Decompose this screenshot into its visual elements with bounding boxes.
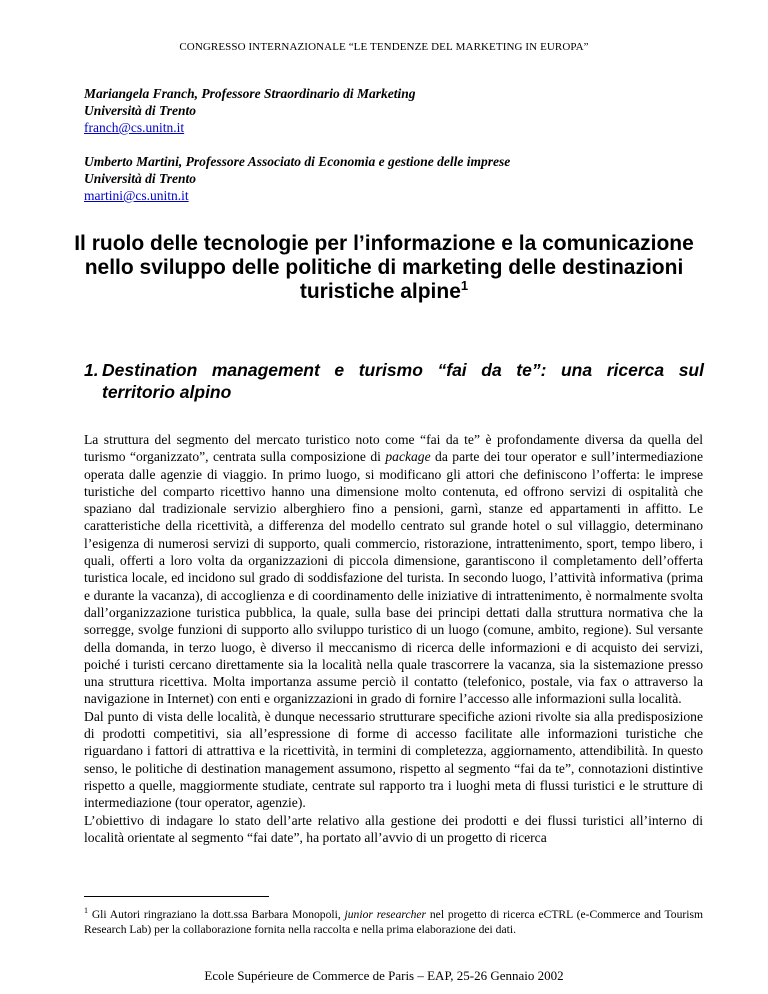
author-affiliation: Università di Trento	[84, 171, 197, 186]
footnote-reference[interactable]: 1	[460, 278, 469, 293]
header-word: CONGRESSO	[179, 41, 246, 53]
author-email-link[interactable]: franch@cs.unitn.it	[84, 120, 185, 135]
header-word: MARKETING IN	[455, 41, 538, 53]
body-text	[84, 431, 703, 846]
author-block	[84, 153, 704, 204]
paper-title	[64, 232, 704, 304]
author-block	[84, 85, 704, 136]
section-heading	[84, 359, 704, 403]
paragraph: L’obiettivo di indagare lo stato dell’arte relativo alla gestione dei prodotti e dei flussi turistici all’interno di località orientate al segmento “fai date”, ha portato all’avvio di un progetto di ricerca	[84, 812, 703, 845]
title-line: turistiche alpine$^1$	[299, 278, 469, 303]
header-word: “LE	[348, 41, 368, 53]
header-word: TENDENZE DEL	[370, 41, 453, 53]
author-email-link[interactable]: martini@cs.unitn.it	[84, 188, 189, 203]
title-line: Il ruolo delle tecnologie per l’informazione e la comunicazione	[74, 232, 694, 255]
paragraph: La struttura del segmento del mercato turistico noto come “fai da te” è profondamente diversa da quella del turismo “organizzato”, centrata sulla composizione di package da parte dei tour operator e sull’intermediazione operata dalle agenzie di viaggio. In primo luogo, si modificano gli attori che definiscono l’offerta: le imprese turistiche del comparto ricettivo hanno una dimensione molto contenuta, ed offrono servizi di ospitalità che spaziano dal tradizionale servizio alberghiero fino a pensioni, garnì, stanze ed appartamenti in affitto. Le caratteristiche della ricettività, a differenza del modello centrato sul grande hotel o sul villaggio, determinano l’esigenza di numerosi servizi di supporto, quali commercio, ristorazione, intrattenimento, sport, tempo libero, i quali, offerti a loro volta da organizzazioni di piccola dimensione, garantiscono il completamento dell’offerta turistica locale, ed incidono sul grado di soddisfazione del turista. In secondo luogo, l’attività informativa (prima e durante la vacanza), di accoglienza e di coordinamento delle iniziative di intrattenimento, è normalmente svolta dall’organizzazione turistica pubblica, la quale, sulla base dei principi dettati dalla struttura normativa che la sorregge, svolge funzioni di supporto allo sviluppo turistico di un luogo (comune, ambito, regione). Sul versante della domanda, in terzo luogo, è diverso il meccanismo di ricerca delle informazioni e di acquisto dei servizi, poiché i turisti cercano direttamente sia la località nella quale trascorrere la vacanza, sia la sistemazione presso una struttura ricettiva. Molta importanza assume perciò il contatto (telefonico, postale, via fax o attraverso la navigazione in Internet) con enti e organizzazioni in grado di fornire l’accesso alle informazioni sulla località.	[84, 432, 704, 707]
footnote-marker: 1	[84, 906, 88, 915]
author-list	[84, 85, 704, 221]
header-word: INTERNAZIONALE	[248, 41, 346, 53]
author-name-title: Umberto Martini, Professore Associato di Economia e gestione delle imprese	[84, 154, 511, 169]
page-footer: Ecole Supérieure de Commerce de Paris – EAP, 25-26 Gennaio 2002	[204, 968, 564, 983]
running-header	[0, 41, 768, 53]
paragraph: Dal punto di vista delle località, è dunque necessario strutturare specifiche azioni rivolte sia alla predisposizione di prodotti competitivi, sia all’espressione di forme di accesso facilitate alle informazioni turistiche che riguardano i fattori di attrattiva e la ricettività, in termini di completezza, aggiornamento, attendibilità. In questo senso, le politiche di destination management assumono, rispetto al segmento “fai da te”, connotazioni distintive rispetto a quelle, maggiormente studiate, centrate sul rapporto tra i luoghi meta di flussi turistici e le strutture di intermediazione (tour operator, agenzie).	[84, 708, 703, 811]
author-affiliation: Università di Trento	[84, 103, 197, 118]
header-word: EUROPA”	[540, 41, 589, 53]
author-name-title: Mariangela Franch, Professore Straordinario di Marketing	[84, 86, 416, 101]
footnote: $^1$ Gli Autori ringraziano la dott.ssa Barbara Monopoli, junior researcher nel progetto di ricerca eCTRL (e-Commerce and Tourism Research Lab) per la collaborazione fornita nella raccolta e nella prima elaborazione dei dati.	[84, 906, 703, 937]
title-line: nello sviluppo delle politiche di marketing delle destinazioni	[84, 256, 684, 279]
section-number: 1.	[84, 360, 99, 380]
section-heading-line: territorio alpino	[102, 382, 232, 402]
footnote-divider	[84, 896, 269, 897]
section-heading-line: 1. Destination management e turismo “fai da te”: una ricerca sul	[84, 360, 704, 380]
